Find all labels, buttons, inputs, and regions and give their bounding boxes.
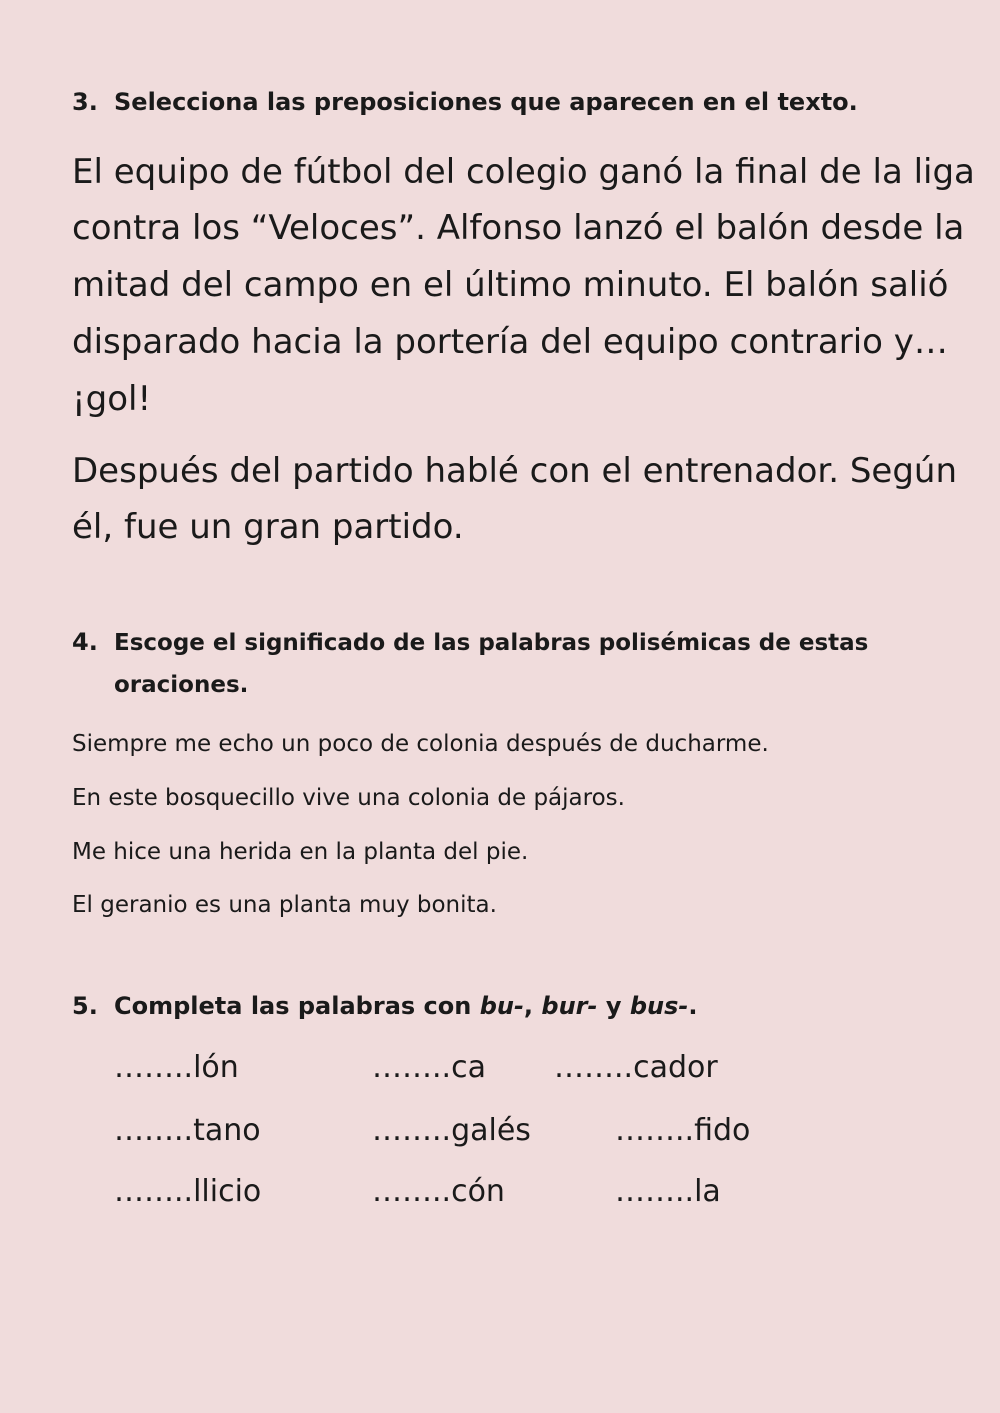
fill-blank-word: ……..ca — [372, 1050, 486, 1085]
question-5-title — [114, 992, 697, 1020]
q5-option-bur: bur- — [541, 992, 598, 1020]
q3-text-line: disparado hacia la portería del equipo contrario y… — [72, 322, 948, 362]
fill-blank-word: ……..llicio — [114, 1174, 262, 1209]
question-4-title-line: oraciones. — [114, 672, 249, 698]
q4-sentence: En este bosquecillo vive una colonia de pájaros. — [72, 785, 625, 811]
q4-sentence: El geranio es una planta muy bonita. — [72, 892, 497, 918]
question-5-number: 5. — [72, 992, 98, 1020]
question-3-number: 3. — [72, 88, 98, 116]
fill-blank-word: ……..galés — [372, 1113, 531, 1148]
q3-text-line: El equipo de fútbol del colegio ganó la final de la liga — [72, 152, 975, 192]
q5-option-bus: bus- — [629, 992, 689, 1020]
q3-text-line: contra los “Veloces”. Alfonso lanzó el balón desde la — [72, 208, 965, 248]
q4-sentence: Me hice una herida en la planta del pie. — [72, 839, 529, 865]
q3-text-line: ¡gol! — [72, 379, 152, 419]
fill-blank-word: ……..cón — [372, 1174, 505, 1209]
q3-text-line: Después del partido hablé con el entrenador. Según — [72, 451, 958, 491]
q3-text-line: mitad del campo en el último minuto. El balón salió — [72, 265, 949, 305]
q3-text-line: él, fue un gran partido. — [72, 507, 464, 547]
q5-title-sep: , — [523, 992, 542, 1020]
q5-title-suffix: . — [688, 992, 698, 1020]
fill-blank-word: ……..cador — [554, 1050, 718, 1085]
q5-option-bu: bu- — [479, 992, 524, 1020]
question-4-number: 4. — [72, 628, 98, 656]
q4-sentence: Siempre me echo un poco de colonia después de ducharme. — [72, 731, 769, 757]
q5-title-prefix: Completa las palabras con — [114, 992, 480, 1020]
question-3-title: Selecciona las preposiciones que aparecen en el texto. — [114, 88, 858, 116]
fill-blank-word: ……..lón — [114, 1050, 239, 1085]
question-4-title-line: Escoge el significado de las palabras polisémicas de estas — [114, 630, 869, 656]
q5-title-sep: y — [597, 992, 630, 1020]
fill-blank-word: ……..tano — [114, 1113, 261, 1148]
fill-blank-word: ……..la — [615, 1174, 721, 1209]
fill-blank-word: ……..fido — [615, 1113, 751, 1148]
